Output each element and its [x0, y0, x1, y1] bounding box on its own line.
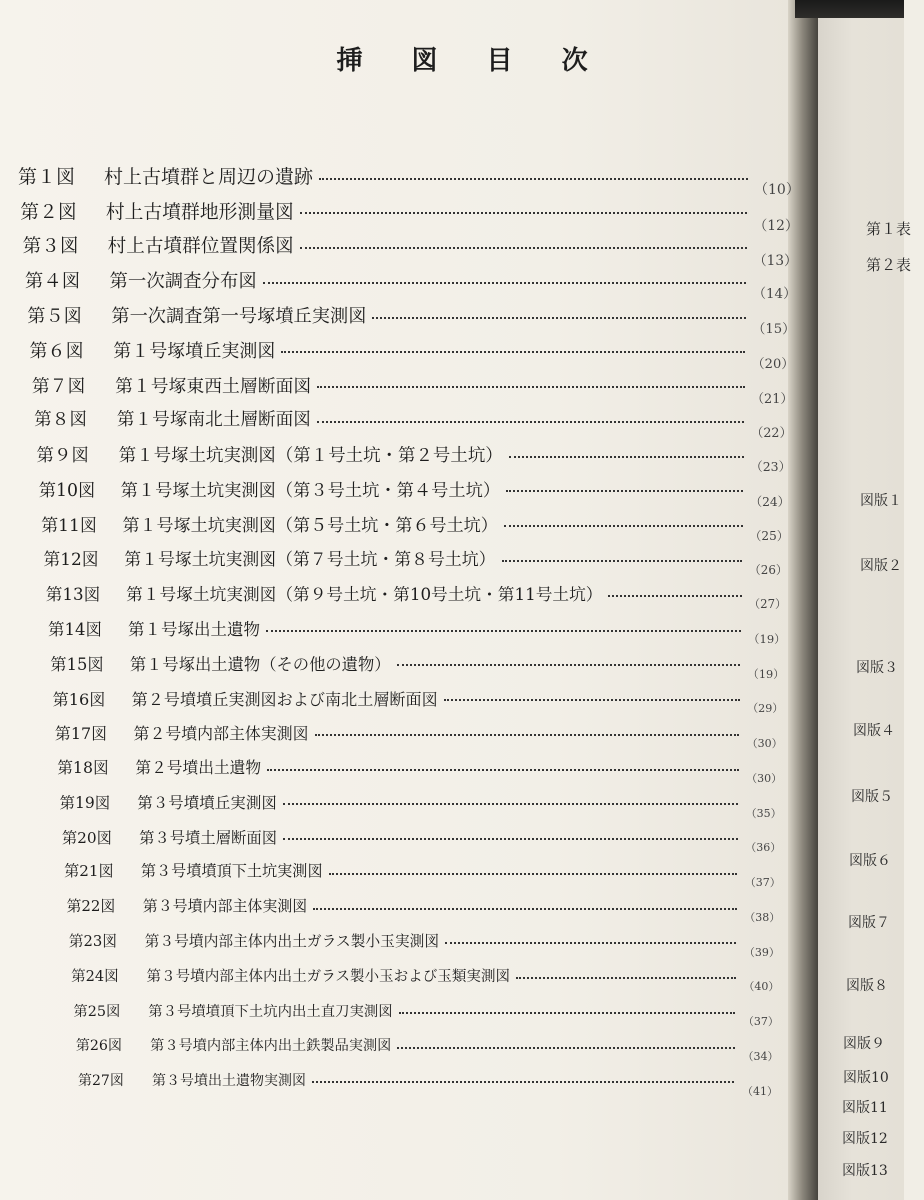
page-number: （14） [752, 287, 797, 303]
right-page-label: 図版６ [849, 853, 891, 869]
figure-number: 第22図 [66, 897, 116, 916]
figure-entry [20, 197, 799, 234]
background-edge [795, 0, 904, 18]
figure-title: 第３号墳内部主体内出土ガラス製小玉実測図 [144, 933, 440, 951]
figure-entry [69, 930, 790, 960]
figure-title: 第３号墳墳頂下土坑内出土直刀実測図 [148, 1004, 393, 1021]
page-number: （22） [750, 425, 793, 441]
page-number: （13） [753, 252, 798, 269]
figure-number: 第７図 [31, 375, 86, 397]
page-title: 挿 図 目 次 [336, 46, 608, 76]
right-page-label: 図版３ [856, 660, 898, 676]
dot-leader [312, 1081, 734, 1083]
figure-number: 第３図 [22, 235, 79, 257]
page-number: （19） [748, 631, 786, 646]
page-number: （40） [743, 980, 780, 994]
figure-number: 第10図 [38, 481, 96, 502]
page-number: （34） [742, 1049, 779, 1063]
figure-title: 第１号塚出土遺物 [128, 620, 260, 639]
dot-leader [300, 212, 748, 214]
dot-leader [506, 490, 743, 492]
figure-entry [34, 406, 793, 441]
page-number: （23） [750, 459, 792, 475]
dot-leader [263, 282, 747, 284]
figure-entry [60, 791, 790, 821]
figure-title: 第２号墳出土遺物 [135, 757, 262, 777]
figure-title: 第１号塚土坑実測図（第９号土坑・第10号土坑・第11号土坑） [126, 585, 603, 605]
figure-entry [55, 721, 790, 751]
figure-title: 第３号墳内部主体内出土ガラス製小玉および玉類実測図 [146, 968, 511, 986]
dot-leader [399, 1012, 735, 1014]
figure-number: 第１図 [18, 166, 76, 188]
dot-leader [317, 421, 744, 423]
figure-title: 第２号墳墳丘実測図および南北土層断面図 [131, 689, 438, 709]
dot-leader [397, 1047, 734, 1049]
figure-number: 第４図 [24, 270, 81, 292]
figure-number: 第18図 [57, 757, 109, 777]
figure-title: 第３号墳墳頂下土坑実測図 [140, 862, 323, 881]
right-page [818, 0, 904, 1200]
figure-title: 第１号塚出土遺物（その他の遺物） [129, 654, 391, 674]
figure-number: 第24図 [71, 968, 119, 986]
dot-leader [317, 386, 745, 388]
page-number: （30） [746, 737, 783, 751]
figure-number: 第13図 [45, 585, 101, 605]
figure-title: 村上古墳群位置関係図 [107, 235, 294, 257]
right-page-label: 図版13 [842, 1163, 888, 1179]
figure-entry [76, 1035, 790, 1065]
figure-entry [57, 756, 790, 786]
page-number: （19） [747, 667, 785, 681]
dot-leader [516, 977, 736, 979]
figure-entry [50, 651, 790, 681]
figure-number: 第９図 [36, 446, 89, 467]
page-number: （36） [745, 841, 782, 855]
page-number: （27） [748, 597, 787, 612]
figure-title: 第１号塚土坑実測図（第３号土坑・第４号土坑） [120, 481, 501, 502]
dot-leader [445, 942, 736, 944]
figure-number: 第２図 [20, 201, 77, 223]
page-number: （37） [742, 1015, 779, 1029]
figure-title: 第一次調査第一号塚墳丘実測図 [111, 305, 367, 327]
right-page-label: 図版12 [842, 1131, 888, 1147]
right-page-label: 図版４ [853, 723, 895, 739]
figure-title: 村上古墳群地形測量図 [105, 201, 294, 223]
figure-entry [53, 686, 790, 716]
right-page-label: 図版10 [843, 1070, 889, 1086]
figure-entry [46, 581, 790, 611]
page-number: （12） [753, 217, 799, 234]
figure-title: 第１号塚土坑実測図（第７号土坑・第８号土坑） [124, 549, 496, 570]
page-number: （20） [751, 356, 795, 372]
figure-title: 第１号塚東西土層断面図 [115, 375, 312, 397]
figure-title: 第３号墳内部主体内出土鉄製品実測図 [150, 1038, 392, 1055]
right-page-label: 図版５ [851, 789, 893, 805]
figure-title: 第１号塚南北土層断面図 [116, 410, 311, 431]
figure-title: 第３号墳土層断面図 [139, 828, 278, 847]
dot-leader [329, 873, 738, 875]
dot-leader [300, 247, 747, 249]
figure-entry [78, 1070, 790, 1100]
figure-entry [18, 162, 800, 199]
dot-leader [315, 734, 740, 736]
figure-number: 第15図 [50, 654, 104, 674]
right-page-label: 図版11 [842, 1100, 888, 1116]
dot-leader [281, 351, 745, 353]
right-page-label: 図版９ [843, 1036, 885, 1052]
figure-title: 第２号墳内部主体実測図 [133, 723, 309, 743]
figure-title: 第３号墳出土遺物実測図 [152, 1073, 306, 1089]
dot-leader [504, 525, 743, 527]
figure-number: 第12図 [43, 549, 99, 570]
dot-leader [319, 178, 748, 180]
right-page-label: 図版１ [860, 493, 902, 509]
dot-leader [313, 908, 736, 910]
page-number: （15） [752, 322, 796, 338]
figure-number: 第５図 [27, 305, 82, 327]
figure-number: 第23図 [68, 933, 118, 951]
figure-number: 第11図 [41, 516, 97, 537]
figure-entry [48, 616, 790, 646]
dot-leader [267, 769, 739, 771]
page-number: （38） [744, 910, 781, 924]
figure-number: 第16図 [52, 689, 106, 709]
dot-leader [397, 664, 741, 666]
page-number: （30） [746, 771, 783, 785]
page-number: （10） [754, 182, 800, 199]
dot-leader [608, 595, 741, 597]
page-number: （26） [748, 563, 788, 578]
figure-entry [36, 441, 792, 475]
figure-entry [66, 895, 790, 925]
figure-number: 第６図 [29, 340, 84, 362]
figure-entry [62, 826, 790, 856]
figure-title: 第１号塚土坑実測図（第５号土坑・第６号土坑） [122, 516, 498, 537]
figure-entry [29, 337, 795, 372]
page-number: （29） [747, 702, 784, 716]
figure-title: 第３号墳内部主体実測図 [142, 897, 308, 916]
figure-entry [43, 546, 790, 576]
figure-entry [27, 302, 796, 338]
figure-entry [24, 267, 797, 303]
dot-leader [266, 630, 741, 632]
figure-entry [31, 372, 794, 407]
figure-number: 第25図 [73, 1004, 121, 1021]
page-number: （25） [749, 528, 789, 543]
dot-leader [502, 560, 743, 562]
figure-number: 第27図 [78, 1073, 124, 1089]
figure-entry [64, 860, 790, 890]
dot-leader [509, 456, 744, 458]
page-number: （37） [744, 876, 781, 890]
figure-number: 第26図 [75, 1038, 123, 1055]
dot-leader [283, 838, 738, 840]
figure-title: 第一次調査分布図 [109, 270, 257, 292]
dot-leader [444, 699, 740, 701]
page-number: （41） [742, 1084, 778, 1098]
page-number: （39） [743, 945, 780, 959]
figure-number: 第14図 [48, 620, 102, 639]
figure-entry [38, 476, 790, 509]
figure-number: 第19図 [59, 793, 111, 812]
figure-number: 第８図 [34, 410, 88, 431]
figure-number: 第17図 [54, 723, 107, 743]
figure-title: 第１号塚墳丘実測図 [113, 340, 276, 362]
page-number: （24） [749, 494, 790, 509]
figure-entry [71, 965, 790, 995]
right-page-label: 第１表 [866, 220, 912, 238]
right-page-label: 図版８ [846, 978, 888, 994]
dot-leader [283, 803, 738, 805]
page-number: （21） [751, 391, 794, 407]
figure-number: 第21図 [64, 862, 114, 881]
dot-leader [372, 317, 745, 319]
figure-title: 第３号墳墳丘実測図 [137, 793, 277, 812]
right-page-label: 第２表 [866, 256, 912, 274]
figure-entry [22, 232, 798, 269]
figure-title: 村上古墳群と周辺の遺跡 [104, 166, 314, 188]
figure-entry [73, 1000, 790, 1030]
figure-title: 第１号塚土坑実測図（第１号土坑・第２号土坑） [118, 446, 503, 467]
right-page-label: 図版７ [848, 915, 890, 931]
page-number: （35） [745, 806, 782, 820]
figure-number: 第20図 [61, 828, 113, 847]
figure-entry [41, 511, 790, 541]
right-page-label: 図版２ [860, 558, 902, 574]
